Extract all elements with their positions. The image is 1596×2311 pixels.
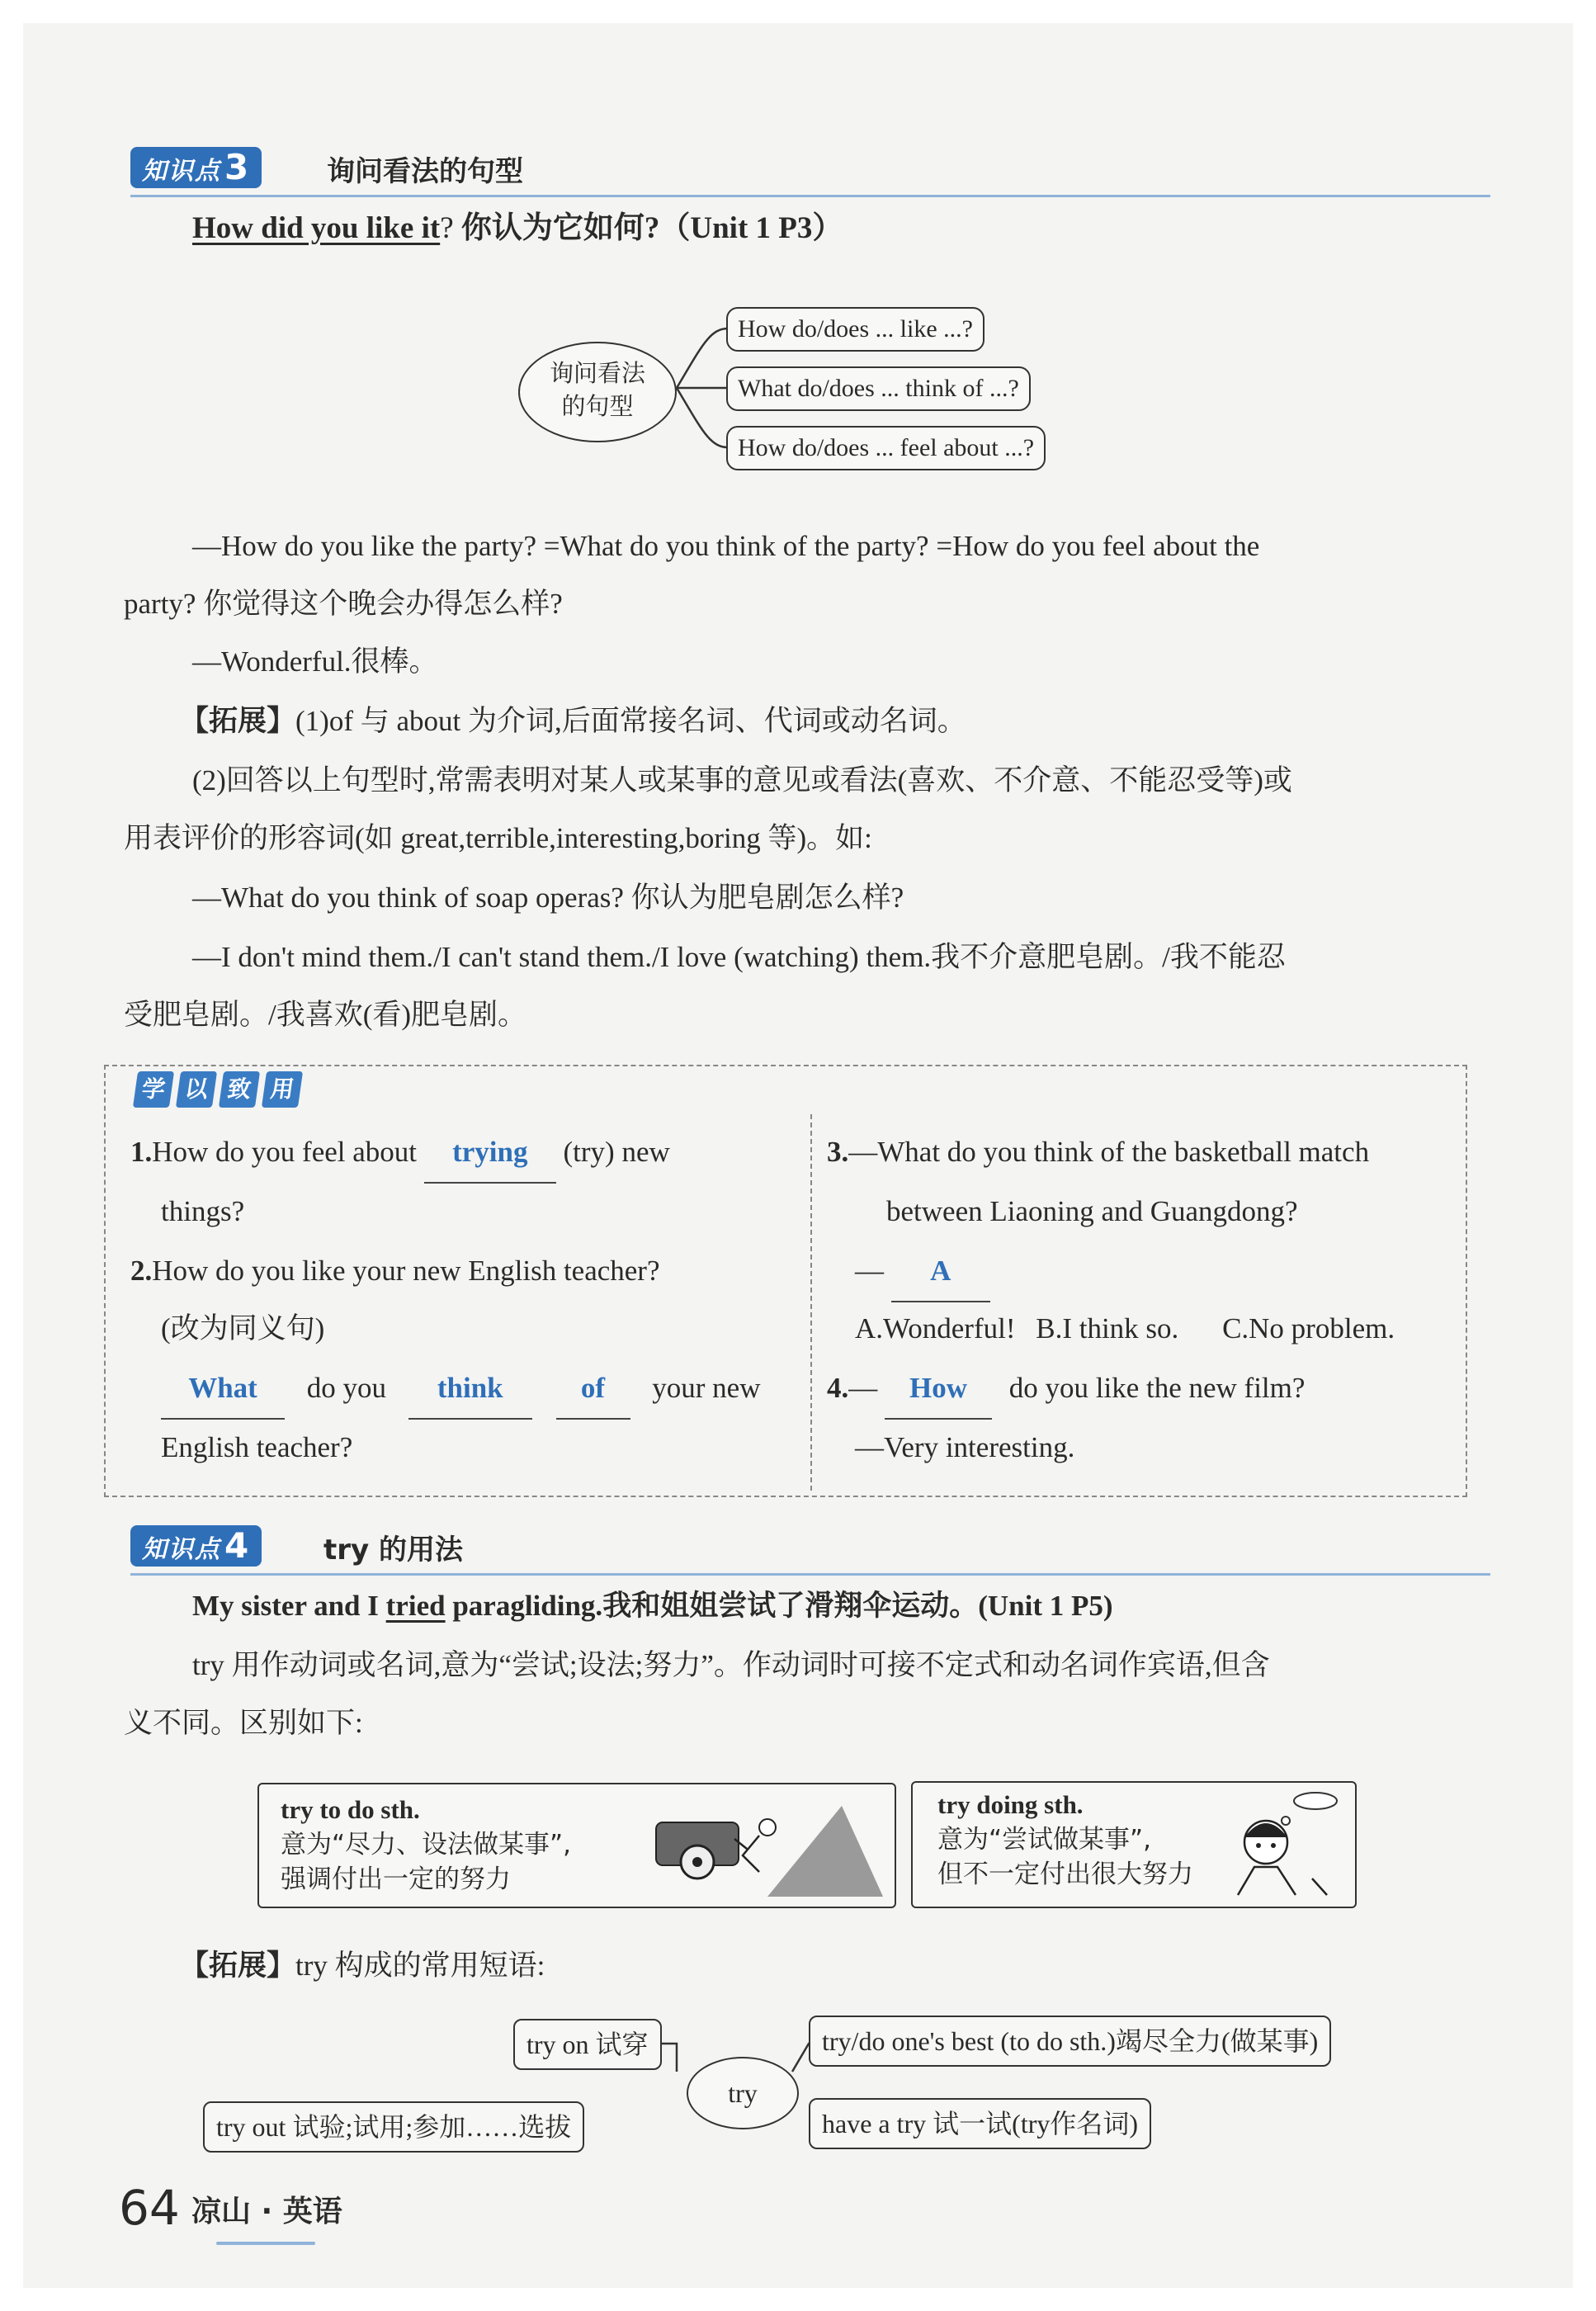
book-title: 凉山 · 英语: [191, 2195, 342, 2228]
question-1-blank[interactable]: [424, 1122, 556, 1184]
practice-badge-char-3: 致: [219, 1071, 260, 1108]
thinking-boy-illustration: [1230, 1788, 1345, 1900]
mindmap-center: [518, 342, 677, 442]
key-sentence-2-ref: 。(Unit 1 P5): [949, 1590, 1113, 1622]
phrase-have-a-try: have a try 试一试(try作名词): [809, 2098, 1151, 2149]
question-3-option-a: A.Wonderful!: [855, 1312, 1016, 1345]
key-sentence: [192, 198, 843, 258]
pushing-boulder-illustration: [635, 1789, 883, 1902]
key-sentence-ref: ?（Unit 1 P3）: [644, 211, 843, 245]
question-2-note: (改为同义句): [161, 1312, 325, 1345]
section-rule: [130, 195, 1490, 197]
practice-badge: [130, 1070, 320, 1111]
question-2-continued: English teacher?: [161, 1431, 353, 1463]
question-4-dash: —: [848, 1372, 878, 1404]
try-to-do-note: 强调付出一定的努力: [281, 1864, 511, 1894]
extension-2-line-1: (2)回答以上句型时,常需表明对某人或某事的意见或看法(喜欢、不介意、不能忍受等)或: [192, 764, 1292, 796]
question-2-answer-3: of: [580, 1372, 606, 1404]
try-doing-note: 但不一定付出很大努力: [937, 1860, 1193, 1889]
question-3: [827, 1122, 1369, 1182]
question-2-mid: do you: [306, 1372, 386, 1404]
try-to-do-meaning: 意为“尽力、设法做某事”,: [281, 1830, 571, 1860]
question-1-hint: (try) new: [563, 1136, 670, 1168]
try-description-line-1: try 用作动词或名词,意为“尝试;设法;努力”。作动词时可接不定式和动名词作宾语,但含: [192, 1649, 1270, 1681]
practice-divider: [810, 1114, 812, 1491]
question-2-blank-2[interactable]: [408, 1359, 532, 1420]
knowledge-point-3-badge: 知识点3: [130, 147, 262, 188]
practice-badge-char-2: 以: [176, 1071, 217, 1108]
extension-2-line-2: 用表评价的形容词(如 great,terrible,interesting,boring 等)。如:: [124, 822, 872, 854]
question-2-answer-2: think: [437, 1372, 503, 1404]
question-2: [130, 1241, 660, 1301]
question-2-number: 2.: [130, 1255, 153, 1287]
question-2-text: How do you like your new English teacher?: [152, 1255, 660, 1287]
phrase-map-connectors-lower: [677, 2088, 817, 2146]
question-4-number: 4.: [827, 1372, 849, 1404]
key-sentence-cn: 你认为它如何: [460, 210, 645, 245]
example-2-answer-line-1: —I don't mind them./I can't stand them./I love (watching) them.我不介意肥皂剧。/我不能忍: [192, 941, 1286, 973]
question-3-blank[interactable]: [891, 1241, 990, 1302]
question-4-blank[interactable]: [885, 1359, 992, 1420]
phrase-map-center: try: [687, 2057, 799, 2129]
mindmap-center-line2: 的句型: [561, 392, 634, 420]
question-3-number: 3.: [827, 1136, 849, 1168]
example-1-line-1: —How do you like the party? =What do you think of the party? =How do you feel about the: [192, 530, 1260, 562]
key-sentence-mark: ?: [440, 211, 454, 245]
question-4-answer: How: [909, 1372, 967, 1404]
question-2-blank-1[interactable]: [161, 1359, 285, 1420]
question-1: [130, 1122, 782, 1184]
page-number: 64: [119, 2180, 180, 2236]
knowledge-point-4-title: try 的用法: [323, 1534, 464, 1567]
key-sentence-2-cn: 我和姐姐尝试了滑翔伞运动: [602, 1590, 950, 1623]
extension-label: 【拓展】: [180, 705, 296, 738]
key-sentence-2: [192, 1576, 1113, 1636]
question-3-dash: —: [855, 1255, 884, 1287]
question-1-answer: trying: [452, 1136, 528, 1168]
phrase-try-out: try out 试验;试用;参加……选拔: [203, 2101, 584, 2153]
question-2-answer-1: What: [188, 1372, 257, 1404]
practice-badge-char-1: 学: [133, 1071, 174, 1108]
question-3-option-c: C.No problem.: [1222, 1312, 1395, 1345]
question-1-text: How do you feel about: [152, 1136, 418, 1168]
phrase-try-best: try/do one's best (to do sth.)竭尽全力(做某事): [809, 2016, 1331, 2067]
question-1-continued: things?: [161, 1195, 245, 1227]
try-doing-title: try doing sth.: [937, 1790, 1084, 1819]
try-to-do-title: try to do sth.: [281, 1795, 420, 1824]
mindmap-branch-3: How do/does ... feel about ...?: [726, 426, 1046, 470]
knowledge-point-4-badge: 知识点4: [130, 1525, 262, 1567]
knowledge-point-3-title: 询问看法的句型: [327, 155, 523, 188]
section-rule-2: [130, 1573, 1490, 1576]
key-sentence-2-tried: tried: [385, 1590, 446, 1622]
key-sentence-2-part-a: My sister and I: [192, 1590, 386, 1622]
question-4-reply: —Very interesting.: [855, 1431, 1075, 1463]
question-1-number: 1.: [130, 1136, 153, 1168]
question-2-post: your new: [652, 1372, 761, 1404]
question-3-continued: between Liaoning and Guangdong?: [886, 1195, 1298, 1227]
question-4-text: do you like the new film?: [1008, 1372, 1306, 1404]
key-sentence-2-part-b: paragliding.: [445, 1590, 603, 1622]
question-4: [827, 1359, 1305, 1420]
extension-2-label: 【拓展】: [180, 1949, 296, 1983]
question-3-text: —What do you think of the basketball match: [848, 1136, 1370, 1168]
extension-1-text: (1)of 与 about 为介词,后面常接名词、代词或动名词。: [295, 705, 966, 737]
extension-1: [180, 692, 966, 751]
mindmap-branch-2: What do/does ... think of ...?: [726, 366, 1031, 411]
question-3-option-b: B.I think so.: [1036, 1312, 1179, 1345]
question-3-answer-line: [855, 1241, 990, 1302]
extension-phrases: [180, 1936, 545, 1996]
footer-accent: [216, 2242, 315, 2245]
try-doing-text: [937, 1788, 1193, 1892]
extension-phrases-text: try 构成的常用短语:: [295, 1949, 545, 1982]
mindmap-center-line1: 询问看法: [549, 359, 645, 387]
example-2-question: —What do you think of soap operas? 你认为肥皂剧怎么样?: [192, 881, 904, 914]
question-3-answer: A: [930, 1255, 951, 1287]
practice-badge-char-4: 用: [262, 1071, 303, 1108]
phrase-try-on: try on 试穿: [513, 2019, 662, 2070]
question-2-blank-3[interactable]: [556, 1359, 630, 1420]
mindmap-branch-1: How do/does ... like ...?: [726, 307, 985, 352]
try-doing-meaning: 意为“尝试做某事”,: [937, 1825, 1151, 1855]
question-2-answer-line: [161, 1359, 760, 1420]
example-1-reply: —Wonderful.很棒。: [192, 645, 438, 678]
key-sentence-en: How did you like it: [192, 211, 441, 245]
question-3-options: [855, 1299, 1395, 1359]
try-to-do-text: [281, 1793, 571, 1897]
example-2-answer-line-2: 受肥皂剧。/我喜欢(看)肥皂剧。: [124, 999, 527, 1031]
example-1-line-2: party? 你觉得这个晚会办得怎么样?: [124, 588, 563, 620]
try-description-line-2: 义不同。区别如下:: [124, 1707, 363, 1739]
